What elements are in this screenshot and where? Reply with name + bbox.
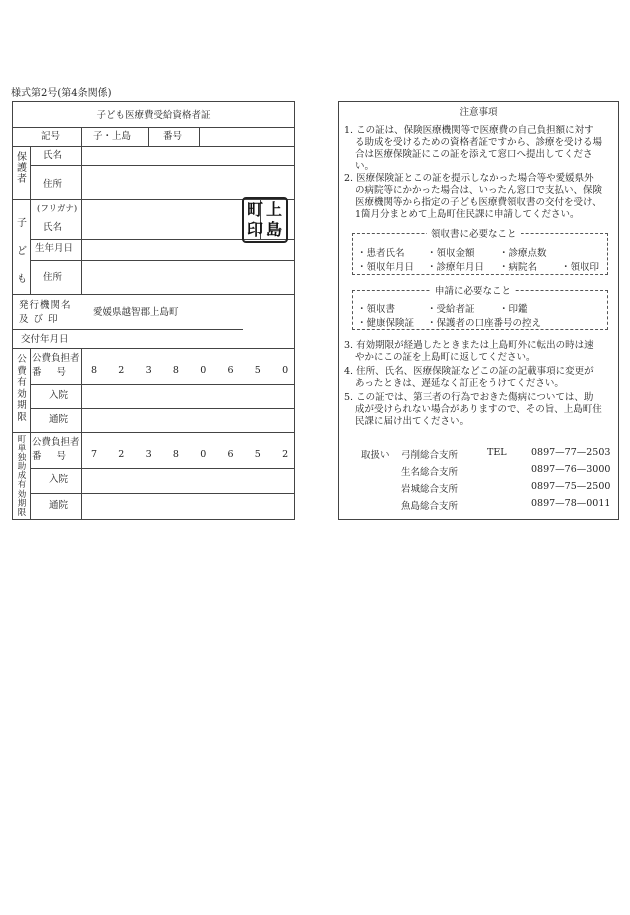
town-payer-label-line2: 番 号 (32, 451, 73, 462)
payer-digit: 8 (172, 365, 179, 376)
application-item: ・保護者の口座番号の控え (427, 318, 542, 329)
seal-char: 町 (247, 200, 264, 219)
issuer-label-line2: 及 び 印 (19, 314, 59, 325)
guardian-address-label: 住所 (43, 179, 63, 190)
note-4-line: あったときは、遅延なく訂正をうけてください。 (355, 378, 564, 389)
application-item: ・受給者証 (427, 304, 475, 315)
payer-digit: 5 (254, 365, 261, 376)
issue-date-label: 交付年月日 (21, 334, 69, 345)
child-name-label: 氏名 (43, 222, 63, 233)
public-validity-label: 公 費 有 効 期 限 (17, 354, 27, 423)
note-5-line: 民課に届け出てください。 (355, 416, 470, 427)
birth-date-label: 生年月日 (35, 243, 74, 254)
child-address-label: 住所 (43, 272, 63, 283)
payer-digit: 3 (145, 365, 152, 376)
bango-label: 番号 (163, 131, 183, 142)
payer-digit: 0 (200, 365, 207, 376)
payer-digit: 2 (118, 449, 125, 460)
guardian-label: 保 護 者 (17, 152, 27, 185)
guardian-name-label: 氏名 (43, 150, 63, 161)
payer-digit: 2 (118, 365, 125, 376)
note-3-line: やかにこの証を上島町に返してください。 (355, 352, 536, 363)
note-1-line: る助成を受けるための資格者証ですから、診療を受ける場 (355, 137, 603, 148)
certificate-title: 子ども医療費受給資格者証 (96, 110, 211, 121)
payer-digit: 8 (172, 449, 179, 460)
receipt-item: ・領収印 (561, 262, 600, 273)
kigo-label: 記号 (41, 131, 61, 142)
payer-digit: 2 (282, 449, 289, 460)
seal-char: 印 (247, 220, 264, 239)
receipt-item: ・患者氏名 (357, 248, 405, 259)
tel-label: TEL (487, 447, 507, 458)
note-1-line: い。 (355, 161, 375, 172)
receipt-requirements-title: 領収書に必要なこと (427, 226, 521, 240)
payer-digit: 3 (145, 449, 152, 460)
note-5-line: 成が受けられない場合がありますので、その旨、上島町住 (355, 404, 602, 415)
contact-tel: 0897—77—2503 (531, 447, 611, 458)
receipt-item: ・領収金額 (427, 248, 475, 259)
town-validity-label: 町 単 独 助 成 有 効 期 限 (17, 435, 27, 518)
note-5-line: 5. この証では、第三者の行為でおきた傷病については、助 (344, 392, 594, 403)
form-number-label: 様式第2号(第4条関係) (11, 88, 112, 99)
town-outpatient-label: 通院 (49, 500, 69, 511)
notes-title: 注意事項 (459, 107, 498, 118)
contact-label: 取扱い (361, 450, 390, 461)
contact-branch: 魚島総合支所 (401, 501, 459, 512)
receipt-item: ・診療年月日 (427, 262, 485, 273)
seal-char: 島 (266, 220, 283, 239)
note-2-line: の病院等にかかった場合は、いったん窓口で支払い、保険 (355, 185, 603, 196)
application-item: ・領収書 (357, 304, 396, 315)
application-item: ・健康保険証 (357, 318, 415, 329)
contact-branch: 弓削総合支所 (401, 450, 459, 461)
public-outpatient-label: 通院 (49, 414, 69, 425)
town-inpatient-label: 入院 (49, 474, 69, 485)
application-item: ・印鑑 (499, 304, 528, 315)
application-requirements-title: 申請に必要なこと (431, 283, 515, 297)
note-2-line: 1箇月分まとめて上島町住民課に申請してください。 (355, 209, 580, 220)
public-payer-label-line2: 番 号 (32, 367, 73, 378)
town-seal (242, 197, 288, 243)
issuer-name: 愛媛県越智郡上島町 (93, 307, 179, 318)
kigo-value: 子・上島 (93, 131, 132, 142)
payer-digit: 6 (227, 449, 234, 460)
contact-tel: 0897—75—2500 (531, 481, 611, 492)
payer-digit: 0 (200, 449, 207, 460)
payer-digit: 8 (91, 365, 98, 376)
contact-branch: 生名総合支所 (401, 467, 459, 478)
contact-branch: 岩城総合支所 (401, 484, 459, 495)
notes-panel (338, 101, 619, 520)
public-inpatient-label: 入院 (49, 390, 69, 401)
furigana-label: (フリガナ) (37, 204, 78, 214)
payer-digit: 0 (282, 365, 289, 376)
town-payer-label-line1: 公費負担者 (32, 437, 80, 448)
note-4-line: 4. 住所、氏名、医療保険証などこの証の記載事項に変更が (344, 366, 594, 377)
contact-tel: 0897—78—0011 (531, 498, 611, 509)
contact-tel: 0897—76—3000 (531, 464, 611, 475)
payer-digit: 7 (91, 449, 98, 460)
note-2-line: 医療機関等から指定の子ども医療費領収書の交付を受け、 (355, 197, 602, 208)
payer-digit: 6 (227, 365, 234, 376)
note-3-line: 3. 有効期限が経過したときまたは上島町外に転出の時は速 (344, 340, 594, 351)
certificate-form (12, 101, 295, 520)
receipt-item: ・診療点数 (499, 248, 547, 259)
receipt-item: ・領収年月日 (357, 262, 415, 273)
receipt-item: ・病院名 (499, 262, 538, 273)
note-1-line: 1. この証は、保険医療機関等で医療費の自己負担額に対す (344, 125, 594, 136)
issuer-label-line1: 発行機関名 (19, 300, 72, 311)
child-label: 子 ど も (17, 218, 27, 285)
seal-char: 上 (266, 200, 283, 219)
note-1-line: 合は医療保険証にこの証を添えて窓口へ提出してくださ (355, 149, 593, 160)
public-payer-label-line1: 公費負担者 (32, 353, 80, 364)
payer-digit: 5 (254, 449, 261, 460)
note-2-line: 2. 医療保険証とこの証を提示しなかった場合等や愛媛県外 (344, 173, 594, 184)
